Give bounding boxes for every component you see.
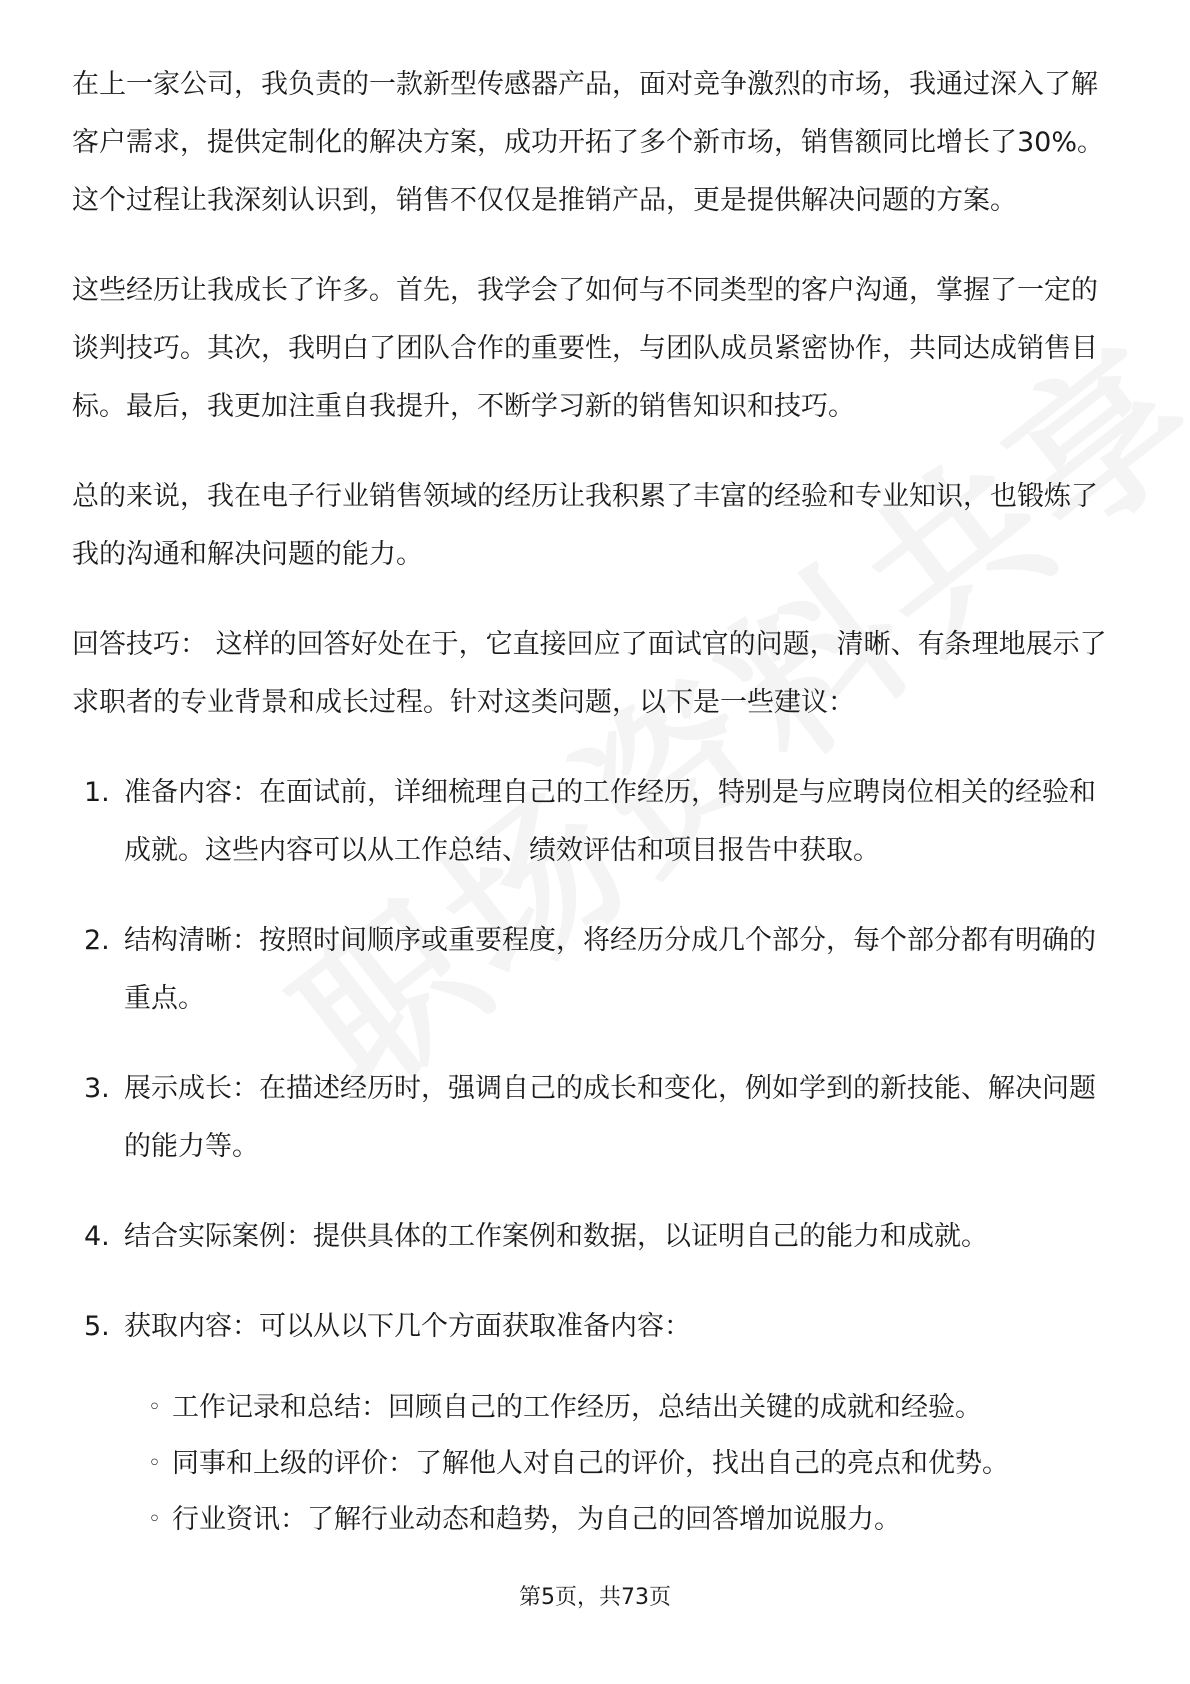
sub-list-item-text: 工作记录和总结：回顾自己的工作经历，总结出关键的成就和经验。 [172,1392,982,1423]
list-item-text: 结合实际案例：提供具体的工作案例和数据，以证明自己的能力和成就。 [124,1221,988,1252]
bullet-icon: ◦ [148,1395,161,1420]
list-number: 5. [84,1311,110,1342]
list-item [72,1060,1118,1176]
sub-list-item [124,1492,1118,1548]
list-item [72,764,1118,880]
list-item [72,1208,1118,1266]
list-item [72,1298,1118,1548]
list-number: 3. [84,1073,110,1104]
bullet-icon: ◦ [148,1507,161,1532]
paragraph: 这些经历让我成长了许多。首先，我学会了如何与不同类型的客户沟通，掌握了一定的谈判技巧。其次，我明白了团队合作的重要性，与团队成员紧密协作，共同达成销售目标。最后，我更加注重自我提升，不断学习新的销售知识和技巧。 [72,275,1098,422]
bullet-icon: ◦ [148,1451,161,1476]
list-number: 4. [84,1221,110,1252]
list-number: 2. [84,925,110,956]
list-number: 1. [84,777,110,808]
document-body [72,56,1118,1580]
tips-list [72,764,1118,1548]
sub-list-item-text: 行业资讯：了解行业动态和趋势，为自己的回答增加说服力。 [172,1504,901,1535]
paragraph: 总的来说，我在电子行业销售领域的经历让我积累了丰富的经验和专业知识，也锻炼了我的沟通和解决问题的能力。 [72,481,1098,570]
list-item-text: 准备内容：在面试前，详细梳理自己的工作经历，特别是与应聘岗位相关的经验和成就。这些内容可以从工作总结、绩效评估和项目报告中获取。 [124,777,1096,866]
paragraph: 回答技巧： 这样的回答好处在于，它直接回应了面试官的问题，清晰、有条理地展示了求职者的专业背景和成长过程。针对这类问题，以下是一些建议： [72,629,1107,718]
list-item-text: 展示成长：在描述经历时，强调自己的成长和变化，例如学到的新技能、解决问题的能力等。 [124,1073,1096,1162]
page-number: 第5页，共73页 [519,1585,671,1610]
sub-list-item-text: 同事和上级的评价：了解他人对自己的评价，找出自己的亮点和优势。 [172,1448,1009,1479]
list-item-text: 获取内容：可以从以下几个方面获取准备内容： [124,1311,691,1342]
sub-list [124,1380,1118,1548]
sub-list-item [124,1436,1118,1492]
paragraph: 在上一家公司，我负责的一款新型传感器产品，面对竞争激烈的市场，我通过深入了解客户需求，提供定制化的解决方案，成功开拓了多个新市场，销售额同比增长了30%。这个过程让我深刻认识到，销售不仅仅是推销产品，更是提供解决问题的方案。 [72,69,1105,216]
list-item-text: 结构清晰：按照时间顺序或重要程度，将经历分成几个部分，每个部分都有明确的重点。 [124,925,1096,1014]
list-item [72,912,1118,1028]
sub-list-item [124,1380,1118,1436]
